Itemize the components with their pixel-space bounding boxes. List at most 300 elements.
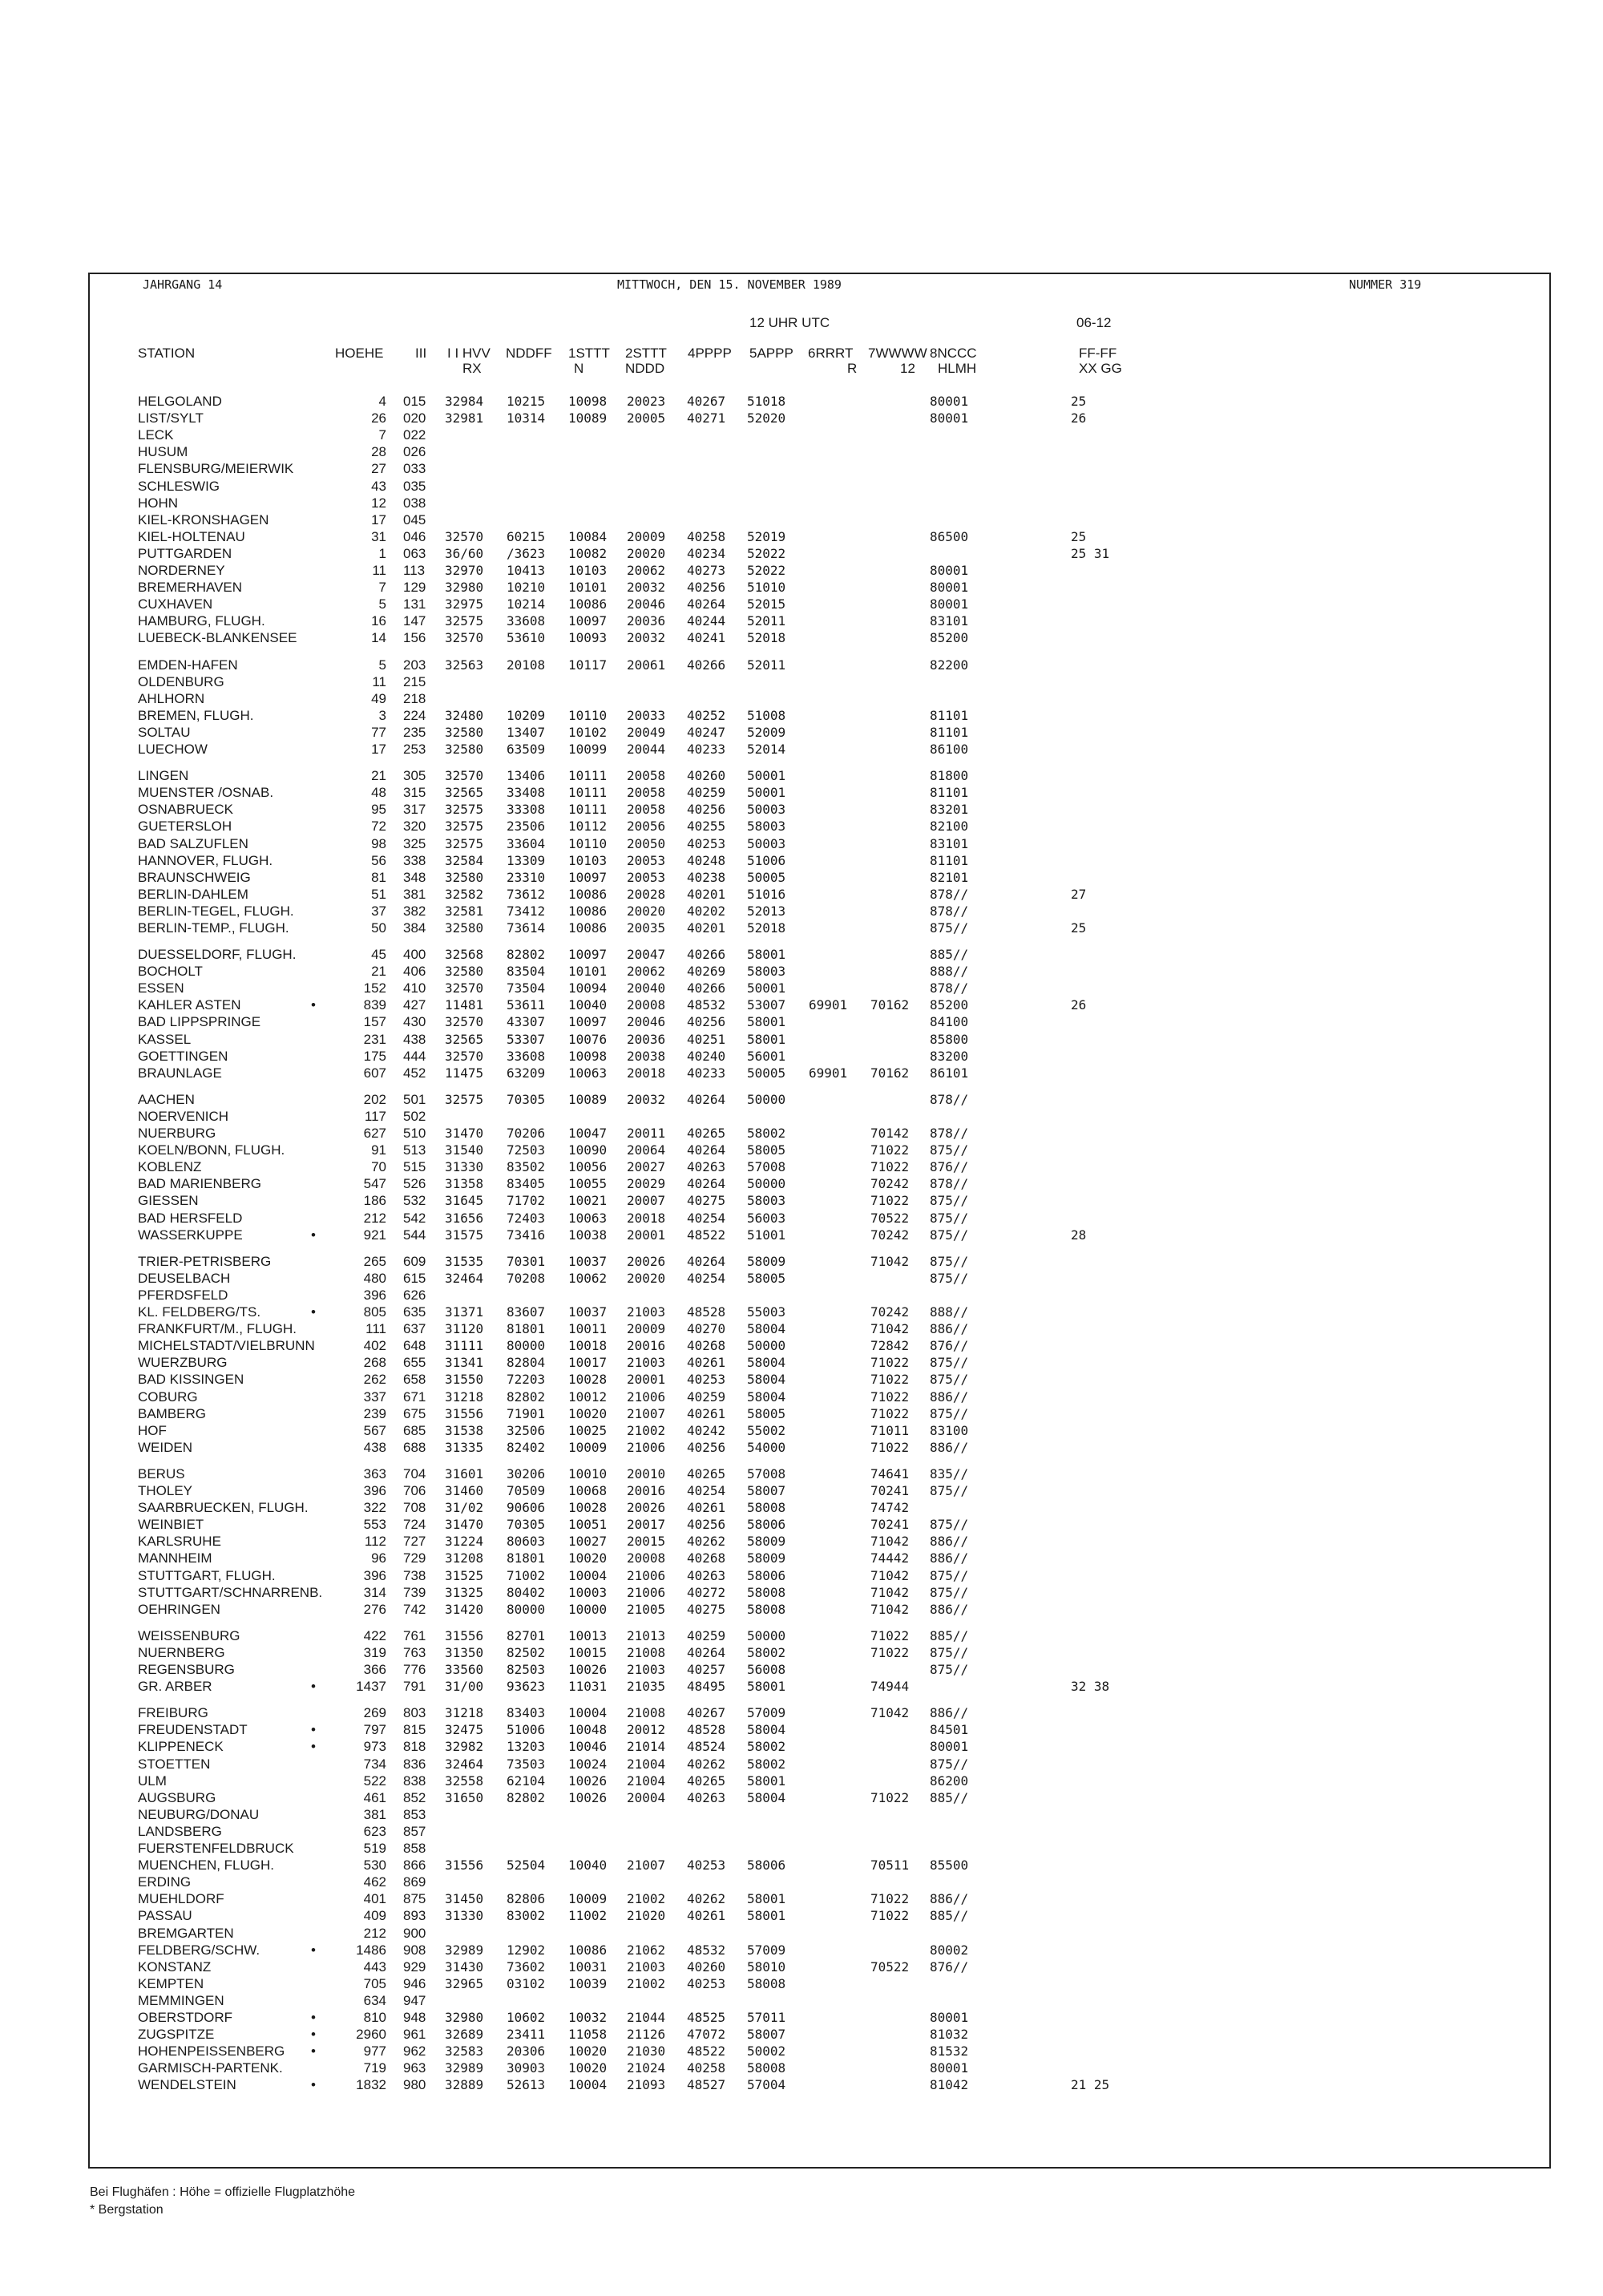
synop-group-g5: 40264 — [687, 1142, 726, 1158]
station-id: 708 — [403, 1500, 426, 1515]
synop-group-g9: 875// — [930, 920, 969, 936]
synop-group-g3: 10026 — [568, 1790, 608, 1805]
station-id: 045 — [403, 512, 426, 528]
synop-group-g4: 21062 — [627, 1942, 666, 1958]
synop-group-g4: 20058 — [627, 768, 666, 783]
station-height: 438 — [363, 1440, 386, 1455]
column-ihvv: I I HVV — [447, 346, 491, 361]
synop-group-g4: 21007 — [627, 1857, 666, 1873]
synop-group-g6: 52013 — [747, 903, 786, 919]
station-name: WEIDEN — [138, 1440, 192, 1455]
synop-group-g2: 93623 — [507, 1679, 546, 1694]
station-height: 734 — [363, 1756, 386, 1772]
column-station: STATION — [138, 346, 196, 361]
synop-group-g5: 40257 — [687, 1662, 726, 1677]
synop-group-g6: 58008 — [747, 1500, 786, 1515]
synop-group-g9: 80001 — [930, 410, 969, 426]
synop-group-g2: 82402 — [507, 1440, 546, 1455]
station-id: 738 — [403, 1568, 426, 1583]
station-height: 366 — [363, 1662, 386, 1677]
synop-group-g3: 10047 — [568, 1126, 608, 1141]
synop-group-g3: 10028 — [568, 1500, 608, 1515]
synop-group-g1: 32570 — [445, 980, 484, 996]
synop-group-g5: 40262 — [687, 1534, 726, 1549]
synop-group-g6: 57008 — [747, 1159, 786, 1174]
synop-group-g5: 40201 — [687, 920, 726, 936]
synop-group-g5: 40247 — [687, 725, 726, 740]
synop-group-g6: 50005 — [747, 1065, 786, 1081]
synop-group-g2: 10209 — [507, 708, 546, 723]
synop-group-g9: 875// — [930, 1211, 969, 1226]
synop-group-g3: 10028 — [568, 1372, 608, 1387]
synop-group-g4: 21020 — [627, 1908, 666, 1923]
synop-group-g5: 40248 — [687, 853, 726, 868]
synop-group-g2: 13406 — [507, 768, 546, 783]
station-name: DUESSELDORF, FLUGH. — [138, 947, 297, 962]
station-id: 430 — [403, 1014, 426, 1029]
mountain-station-marker: • — [311, 997, 316, 1013]
synop-group-g9: 84501 — [930, 1722, 969, 1737]
synop-group-g5: 40254 — [687, 1211, 726, 1226]
synop-group-g5: 40260 — [687, 768, 726, 783]
synop-group-g9: 86500 — [930, 529, 969, 544]
synop-group-g1: 32580 — [445, 870, 484, 885]
gust-values: 27 — [1071, 887, 1087, 902]
station-name: HOHN — [138, 495, 179, 511]
synop-group-g1: 31470 — [445, 1126, 484, 1141]
synop-group-g2: 72403 — [507, 1211, 546, 1226]
synop-group-g4: 20015 — [627, 1534, 666, 1549]
synop-group-g5: 40252 — [687, 708, 726, 723]
station-height: 322 — [363, 1500, 386, 1515]
station-name: GOETTINGEN — [138, 1049, 228, 1064]
synop-group-g6: 58010 — [747, 1959, 786, 1975]
synop-group-g6: 58009 — [747, 1550, 786, 1566]
station-height: 530 — [363, 1857, 386, 1873]
synop-group-g9: 876// — [930, 1338, 969, 1353]
station-id: 729 — [403, 1550, 426, 1566]
synop-group-g3: 10027 — [568, 1534, 608, 1549]
column-iii: III — [415, 346, 427, 361]
synop-group-g4: 20033 — [627, 708, 666, 723]
synop-group-g5: 48527 — [687, 2077, 726, 2092]
station-name: HANNOVER, FLUGH. — [138, 853, 273, 868]
synop-group-g1: 31556 — [445, 1628, 484, 1643]
station-name: STOETTEN — [138, 1756, 211, 1772]
synop-group-g2: 82802 — [507, 1790, 546, 1805]
synop-group-g9: 835// — [930, 1466, 969, 1481]
column-6rrrt: 6RRRT — [808, 346, 854, 361]
station-name: LIST/SYLT — [138, 410, 204, 426]
synop-group-g3: 10015 — [568, 1645, 608, 1660]
station-height: 56 — [371, 853, 386, 868]
synop-group-g4: 20008 — [627, 1550, 666, 1566]
column-1sttt-sub: N — [574, 361, 584, 376]
synop-group-g6: 50005 — [747, 870, 786, 885]
synop-group-g6: 57009 — [747, 1942, 786, 1958]
synop-group-g5: 40253 — [687, 1976, 726, 1991]
station-name: OSNABRUECK — [138, 802, 234, 817]
synop-group-g4: 20010 — [627, 1466, 666, 1481]
synop-group-g5: 40240 — [687, 1049, 726, 1064]
synop-group-g8: 70142 — [870, 1126, 910, 1141]
synop-group-g2: 63209 — [507, 1065, 546, 1081]
synop-group-g5: 40253 — [687, 1372, 726, 1387]
synop-group-g4: 20016 — [627, 1338, 666, 1353]
station-height: 519 — [363, 1841, 386, 1856]
issue-number: NUMMER 319 — [1349, 277, 1422, 292]
station-id: 658 — [403, 1372, 426, 1387]
synop-group-g9: 81101 — [930, 725, 969, 740]
synop-group-g3: 10056 — [568, 1159, 608, 1174]
synop-group-g3: 10084 — [568, 529, 608, 544]
station-height: 112 — [364, 1534, 386, 1549]
station-height: 51 — [371, 887, 386, 902]
synop-group-g2: 20306 — [507, 2043, 546, 2059]
synop-group-g9: 875// — [930, 1483, 969, 1498]
synop-group-g1: 32580 — [445, 742, 484, 757]
synop-group-g6: 57008 — [747, 1466, 786, 1481]
synop-group-g3: 10062 — [568, 1271, 608, 1286]
synop-group-g2: 10314 — [507, 410, 546, 426]
station-id: 866 — [403, 1857, 426, 1873]
station-id: 875 — [403, 1891, 426, 1906]
synop-group-g6: 52015 — [747, 596, 786, 612]
synop-group-g6: 58007 — [747, 2027, 786, 2042]
synop-group-g6: 50000 — [747, 1628, 786, 1643]
station-id: 215 — [403, 674, 426, 689]
synop-group-g6: 50001 — [747, 768, 786, 783]
station-name: BERLIN-TEGEL, FLUGH. — [138, 903, 294, 919]
synop-group-g9: 81101 — [930, 708, 969, 723]
station-id: 857 — [403, 1824, 426, 1839]
synop-group-g3: 10009 — [568, 1891, 608, 1906]
synop-group-g6: 52022 — [747, 546, 786, 561]
column-4pppp: 4PPPP — [688, 346, 732, 361]
synop-group-g6: 55003 — [747, 1304, 786, 1320]
synop-group-g1: 32570 — [445, 1049, 484, 1064]
synop-group-g9: 876// — [930, 1159, 969, 1174]
synop-group-g4: 20046 — [627, 596, 666, 612]
station-id: 685 — [403, 1423, 426, 1438]
mountain-station-marker: • — [311, 1227, 316, 1243]
station-id: 655 — [403, 1355, 426, 1370]
synop-group-g4: 20018 — [627, 1065, 666, 1081]
synop-group-g5: 40266 — [687, 980, 726, 996]
synop-group-g6: 50000 — [747, 1338, 786, 1353]
synop-group-g1: 32989 — [445, 1942, 484, 1958]
synop-group-g3: 10101 — [568, 580, 608, 595]
synop-group-g1: 11475 — [445, 1065, 484, 1081]
station-id: 046 — [403, 529, 426, 544]
column-ff: FF-FF — [1079, 346, 1117, 361]
synop-group-g8: 71022 — [870, 1790, 910, 1805]
synop-group-g3: 10090 — [568, 1142, 608, 1158]
synop-group-g4: 20062 — [627, 563, 666, 578]
synop-group-g1: 32565 — [445, 785, 484, 800]
synop-group-g6: 52022 — [747, 563, 786, 578]
station-id: 224 — [403, 708, 426, 723]
station-name: KIEL-HOLTENAU — [138, 529, 245, 544]
synop-group-g9: 85800 — [930, 1032, 969, 1047]
synop-group-g6: 58002 — [747, 1756, 786, 1772]
synop-group-g1: 31420 — [445, 1602, 484, 1617]
station-height: 381 — [363, 1807, 386, 1822]
synop-group-g1: 31470 — [445, 1517, 484, 1532]
station-height: 797 — [363, 1722, 386, 1737]
synop-group-g6: 52011 — [747, 613, 786, 629]
gust-values: 28 — [1071, 1227, 1087, 1243]
synop-group-g9: 81032 — [930, 2027, 969, 2042]
station-name: NUERBURG — [138, 1126, 216, 1141]
synop-group-g9: 875// — [930, 1271, 969, 1286]
synop-group-g3: 10025 — [568, 1423, 608, 1438]
synop-group-g3: 10037 — [568, 1304, 608, 1320]
station-height: 567 — [363, 1423, 386, 1438]
synop-group-g6: 58008 — [747, 1585, 786, 1600]
synop-group-g6: 58003 — [747, 819, 786, 834]
synop-group-g3: 10003 — [568, 1585, 608, 1600]
station-id: 908 — [403, 1942, 426, 1958]
synop-group-g2: 23411 — [507, 2027, 546, 2042]
station-height: 43 — [371, 479, 386, 494]
station-height: 719 — [363, 2060, 386, 2076]
synop-group-g1: 32570 — [445, 1014, 484, 1029]
synop-group-g3: 10076 — [568, 1032, 608, 1047]
synop-group-g2: 33608 — [507, 1049, 546, 1064]
synop-group-g2: 23506 — [507, 819, 546, 834]
station-height: 921 — [363, 1227, 386, 1243]
station-id: 022 — [403, 427, 426, 443]
station-height: 810 — [363, 2010, 386, 2025]
synop-group-g1: 31/00 — [445, 1679, 484, 1694]
synop-group-g1: 32580 — [445, 725, 484, 740]
synop-group-g5: 40266 — [687, 657, 726, 673]
station-id: 235 — [403, 725, 426, 740]
synop-group-g8: 74442 — [870, 1550, 910, 1566]
synop-group-g3: 10051 — [568, 1517, 608, 1532]
station-id: 317 — [403, 802, 426, 817]
synop-group-g3: 10018 — [568, 1338, 608, 1353]
station-height: 175 — [363, 1049, 386, 1064]
station-height: 11 — [372, 674, 386, 689]
station-id: 946 — [403, 1976, 426, 1991]
synop-group-g2: 62104 — [507, 1773, 546, 1789]
station-id: 635 — [403, 1304, 426, 1320]
column-nddff: NDDFF — [506, 346, 552, 361]
synop-group-g4: 20008 — [627, 997, 666, 1013]
synop-group-g3: 10102 — [568, 725, 608, 740]
station-height: 31 — [371, 529, 386, 544]
station-id: 427 — [403, 997, 426, 1013]
station-name: KAHLER ASTEN — [138, 997, 241, 1013]
station-name: GR. ARBER — [138, 1679, 212, 1694]
synop-group-g9: 86100 — [930, 742, 969, 757]
synop-group-g5: 48532 — [687, 1942, 726, 1958]
synop-group-g5: 40264 — [687, 596, 726, 612]
synop-group-g5: 40256 — [687, 1014, 726, 1029]
station-id: 452 — [403, 1065, 426, 1081]
synop-group-g8: 70511 — [870, 1857, 910, 1873]
synop-group-g3: 10037 — [568, 1254, 608, 1269]
synop-group-g3: 10031 — [568, 1959, 608, 1975]
synop-group-g5: 40267 — [687, 1705, 726, 1720]
station-id: 020 — [403, 410, 426, 426]
station-name: COBURG — [138, 1389, 198, 1405]
synop-group-g4: 21004 — [627, 1773, 666, 1789]
synop-group-g5: 40234 — [687, 546, 726, 561]
synop-group-g5: 40271 — [687, 410, 726, 426]
synop-group-g8: 72842 — [870, 1338, 910, 1353]
synop-group-g1: 31341 — [445, 1355, 484, 1370]
synop-group-g4: 21002 — [627, 1423, 666, 1438]
synop-group-g4: 20017 — [627, 1517, 666, 1532]
station-height: 805 — [363, 1304, 386, 1320]
synop-group-g1: 32464 — [445, 1271, 484, 1286]
synop-group-g5: 48522 — [687, 2043, 726, 2059]
station-name: HOHENPEISSENBERG — [138, 2043, 285, 2059]
synop-group-g9: 80001 — [930, 2010, 969, 2025]
synop-group-g3: 11002 — [568, 1908, 608, 1923]
gust-values: 25 — [1071, 394, 1087, 409]
synop-group-g9: 875// — [930, 1645, 969, 1660]
station-id: 315 — [403, 785, 426, 800]
synop-group-g3: 10020 — [568, 1406, 608, 1421]
synop-group-g4: 20058 — [627, 802, 666, 817]
synop-group-g9: 80001 — [930, 1739, 969, 1754]
synop-group-g4: 20029 — [627, 1176, 666, 1191]
synop-group-g3: 11031 — [568, 1679, 608, 1694]
synop-group-g8: 71022 — [870, 1372, 910, 1387]
station-height: 337 — [363, 1389, 386, 1405]
synop-group-g5: 48524 — [687, 1739, 726, 1754]
synop-group-g4: 21006 — [627, 1389, 666, 1405]
station-name: OBERSTDORF — [138, 2010, 233, 2025]
footnote-airports: Bei Flughäfen : Höhe = offizielle Flugplatzhöhe — [90, 2185, 356, 2199]
synop-group-g6: 58001 — [747, 947, 786, 962]
station-name: BERUS — [138, 1466, 185, 1481]
station-name: KASSEL — [138, 1032, 192, 1047]
synop-group-g6: 50000 — [747, 1092, 786, 1107]
station-name: WUERZBURG — [138, 1355, 228, 1370]
station-id: 963 — [403, 2060, 426, 2076]
synop-group-g1: 32568 — [445, 947, 484, 962]
synop-group-g2: 71002 — [507, 1568, 546, 1583]
station-id: 803 — [403, 1705, 426, 1720]
synop-group-g1: 31/02 — [445, 1500, 484, 1515]
station-height: 1486 — [356, 1942, 386, 1958]
station-height: 21 — [371, 964, 386, 979]
synop-group-g5: 40258 — [687, 529, 726, 544]
column-7wwww: 7WWWW — [868, 346, 927, 361]
station-id: 131 — [403, 596, 426, 612]
station-id: 836 — [403, 1756, 426, 1772]
synop-group-g1: 31218 — [445, 1705, 484, 1720]
station-id: 761 — [403, 1628, 426, 1643]
synop-group-g1: 32575 — [445, 613, 484, 629]
station-height: 547 — [363, 1176, 386, 1191]
synop-group-g3: 10101 — [568, 964, 608, 979]
station-name: KARLSRUHE — [138, 1534, 221, 1549]
station-height: 607 — [363, 1065, 386, 1081]
station-height: 48 — [371, 785, 386, 800]
synop-group-g1: 32563 — [445, 657, 484, 673]
station-name: KL. FELDBERG/TS. — [138, 1304, 261, 1320]
synop-group-g2: 33608 — [507, 613, 546, 629]
synop-group-g3: 10098 — [568, 1049, 608, 1064]
station-height: 973 — [363, 1739, 386, 1754]
synop-group-g5: 40275 — [687, 1193, 726, 1208]
synop-group-g6: 58004 — [747, 1389, 786, 1405]
station-id: 515 — [403, 1159, 426, 1174]
station-height: 623 — [363, 1824, 386, 1839]
synop-group-g1: 32570 — [445, 768, 484, 783]
station-height: 276 — [363, 1602, 386, 1617]
synop-group-g4: 21008 — [627, 1645, 666, 1660]
station-height: 81 — [371, 870, 386, 885]
synop-group-g2: 90606 — [507, 1500, 546, 1515]
station-name: GIESSEN — [138, 1193, 199, 1208]
synop-group-g9: 81101 — [930, 853, 969, 868]
synop-group-g8: 74742 — [870, 1500, 910, 1515]
station-name: BRAUNSCHWEIG — [138, 870, 251, 885]
synop-group-g5: 48525 — [687, 2010, 726, 2025]
station-id: 063 — [403, 546, 426, 561]
synop-group-g5: 40266 — [687, 947, 726, 962]
station-name: HUSUM — [138, 444, 188, 459]
synop-group-g6: 50001 — [747, 980, 786, 996]
synop-group-g1: 31575 — [445, 1227, 484, 1243]
synop-group-g3: 10089 — [568, 410, 608, 426]
synop-group-g2: 23310 — [507, 870, 546, 885]
synop-group-g3: 10032 — [568, 2010, 608, 2025]
synop-group-g7: 69901 — [809, 1065, 848, 1081]
synop-group-g9: 81101 — [930, 785, 969, 800]
station-height: 117 — [364, 1109, 386, 1124]
station-name: CUXHAVEN — [138, 596, 213, 612]
synop-group-g9: 83201 — [930, 802, 969, 817]
synop-group-g2: 73416 — [507, 1227, 546, 1243]
synop-group-g6: 58002 — [747, 1739, 786, 1754]
synop-group-g1: 31111 — [445, 1338, 484, 1353]
synop-group-g4: 21003 — [627, 1304, 666, 1320]
synop-group-g6: 58009 — [747, 1254, 786, 1269]
synop-group-g2: 70305 — [507, 1517, 546, 1532]
station-name: NUERNBERG — [138, 1645, 225, 1660]
station-name: OEHRINGEN — [138, 1602, 220, 1617]
station-height: 443 — [363, 1959, 386, 1975]
station-height: 4 — [378, 394, 386, 409]
synop-group-g5: 40261 — [687, 1406, 726, 1421]
synop-group-g2: 20108 — [507, 657, 546, 673]
synop-group-g2: 30903 — [507, 2060, 546, 2076]
station-id: 444 — [403, 1049, 426, 1064]
synop-group-g3: 10020 — [568, 2043, 608, 2059]
synop-group-g2: 10210 — [507, 580, 546, 595]
synop-group-g3: 10086 — [568, 903, 608, 919]
synop-group-g4: 20058 — [627, 785, 666, 800]
synop-group-g3: 10093 — [568, 630, 608, 645]
station-id: 962 — [403, 2043, 426, 2059]
station-height: 70 — [371, 1159, 386, 1174]
synop-group-g1: 32558 — [445, 1773, 484, 1789]
synop-group-g4: 20038 — [627, 1049, 666, 1064]
mountain-station-marker: • — [311, 1942, 316, 1958]
synop-group-g1: 32475 — [445, 1722, 484, 1737]
synop-group-g9: 83100 — [930, 1423, 969, 1438]
station-height: 422 — [363, 1628, 386, 1643]
station-id: 320 — [403, 819, 426, 834]
